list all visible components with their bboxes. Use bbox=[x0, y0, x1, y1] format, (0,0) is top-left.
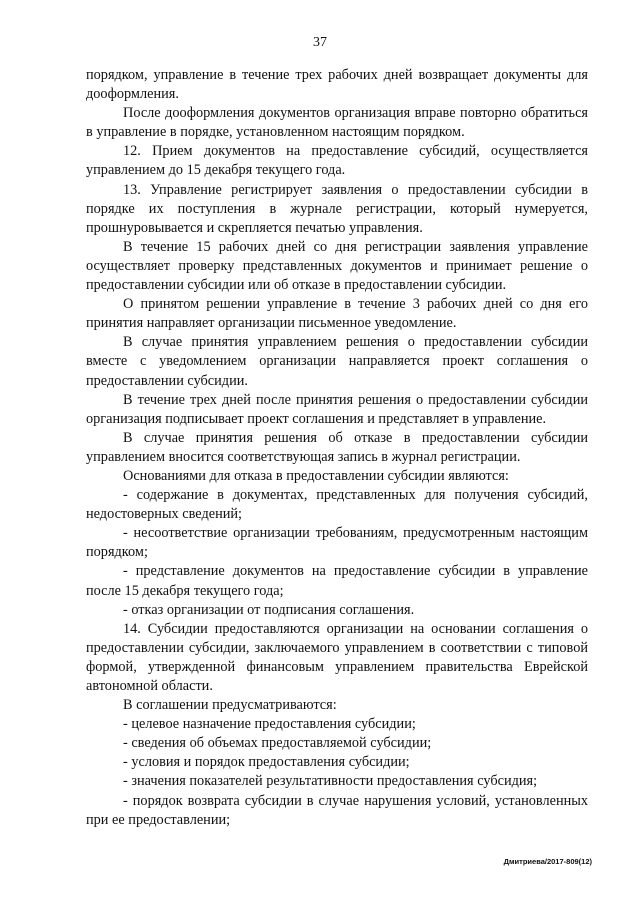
list-item: - сведения об объемах предоставляемой субсидии; bbox=[123, 735, 432, 752]
paragraph: В случае принятия управлением решения о предоставлении субсидии вместе с уведомлением организации направляется проект соглашения о предоставлении субсидии. bbox=[86, 334, 588, 389]
list-item: - содержание в документах, представленных для получения субсидий, недостоверных сведений; bbox=[86, 487, 588, 523]
list-item: - значения показателей результативности предоставления субсидия; bbox=[123, 773, 538, 790]
paragraph: 13. Управление регистрирует заявления о предоставлении субсидии в порядке их поступления в журнале регистрации, который нумеруется, прошнуровывается и скрепляется печатью управления. bbox=[86, 181, 588, 236]
list-item: - целевое назначение предоставления субсидии; bbox=[123, 716, 416, 733]
paragraph: О принятом решении управление в течение 3 рабочих дней со дня его принятия направляет организации письменное уведомление. bbox=[86, 296, 588, 332]
paragraph: В течение трех дней после принятия решения о предоставлении субсидии организация подписывает проект соглашения и представляет в управление. bbox=[86, 391, 588, 427]
list-item: - несоответствие организации требованиям, предусмотренным настоящим порядком; bbox=[86, 525, 588, 561]
page-number: 37 bbox=[313, 35, 327, 50]
paragraph: В случае принятия решения об отказе в предоставлении субсидии управлением вносится соответствующая запись в журнал регистрации. bbox=[86, 429, 588, 465]
paragraph: 14. Субсидии предоставляются организации на основании соглашения о предоставлении субсидии, заключаемого управлением в соответствии с типовой формой, утвержденной финансовым управлением правительства Еврейской автономной области. bbox=[86, 620, 588, 694]
list-item: - отказ организации от подписания соглашения. bbox=[123, 601, 415, 618]
list-item: - порядок возврата субсидии в случае нарушения условий, установленных при ее предоставлении; bbox=[86, 792, 588, 828]
paragraph: 12. Прием документов на предоставление субсидий, осуществляется управлением до 15 декабря текущего года. bbox=[86, 143, 588, 179]
document-code: Дмитриева/2017-809(12) bbox=[503, 857, 592, 866]
document-body bbox=[86, 66, 588, 830]
paragraph: В соглашении предусматриваются: bbox=[123, 697, 337, 714]
paragraph: порядком, управление в течение трех рабочих дней возвращает документы для дооформления. bbox=[86, 67, 588, 103]
paragraph: Основаниями для отказа в предоставлении субсидии являются: bbox=[123, 467, 509, 484]
paragraph: После дооформления документов организация вправе повторно обратиться в управление в порядке, установленном настоящим порядком. bbox=[86, 105, 588, 141]
list-item: - представление документов на предоставление субсидии в управление после 15 декабря текущего года; bbox=[86, 563, 588, 599]
paragraph: В течение 15 рабочих дней со дня регистрации заявления управление осуществляет проверку представленных документов и принимает решение о предоставлении субсидии или об отказе в предоставлении субсидии. bbox=[86, 238, 588, 294]
list-item: - условия и порядок предоставления субсидии; bbox=[123, 754, 410, 771]
